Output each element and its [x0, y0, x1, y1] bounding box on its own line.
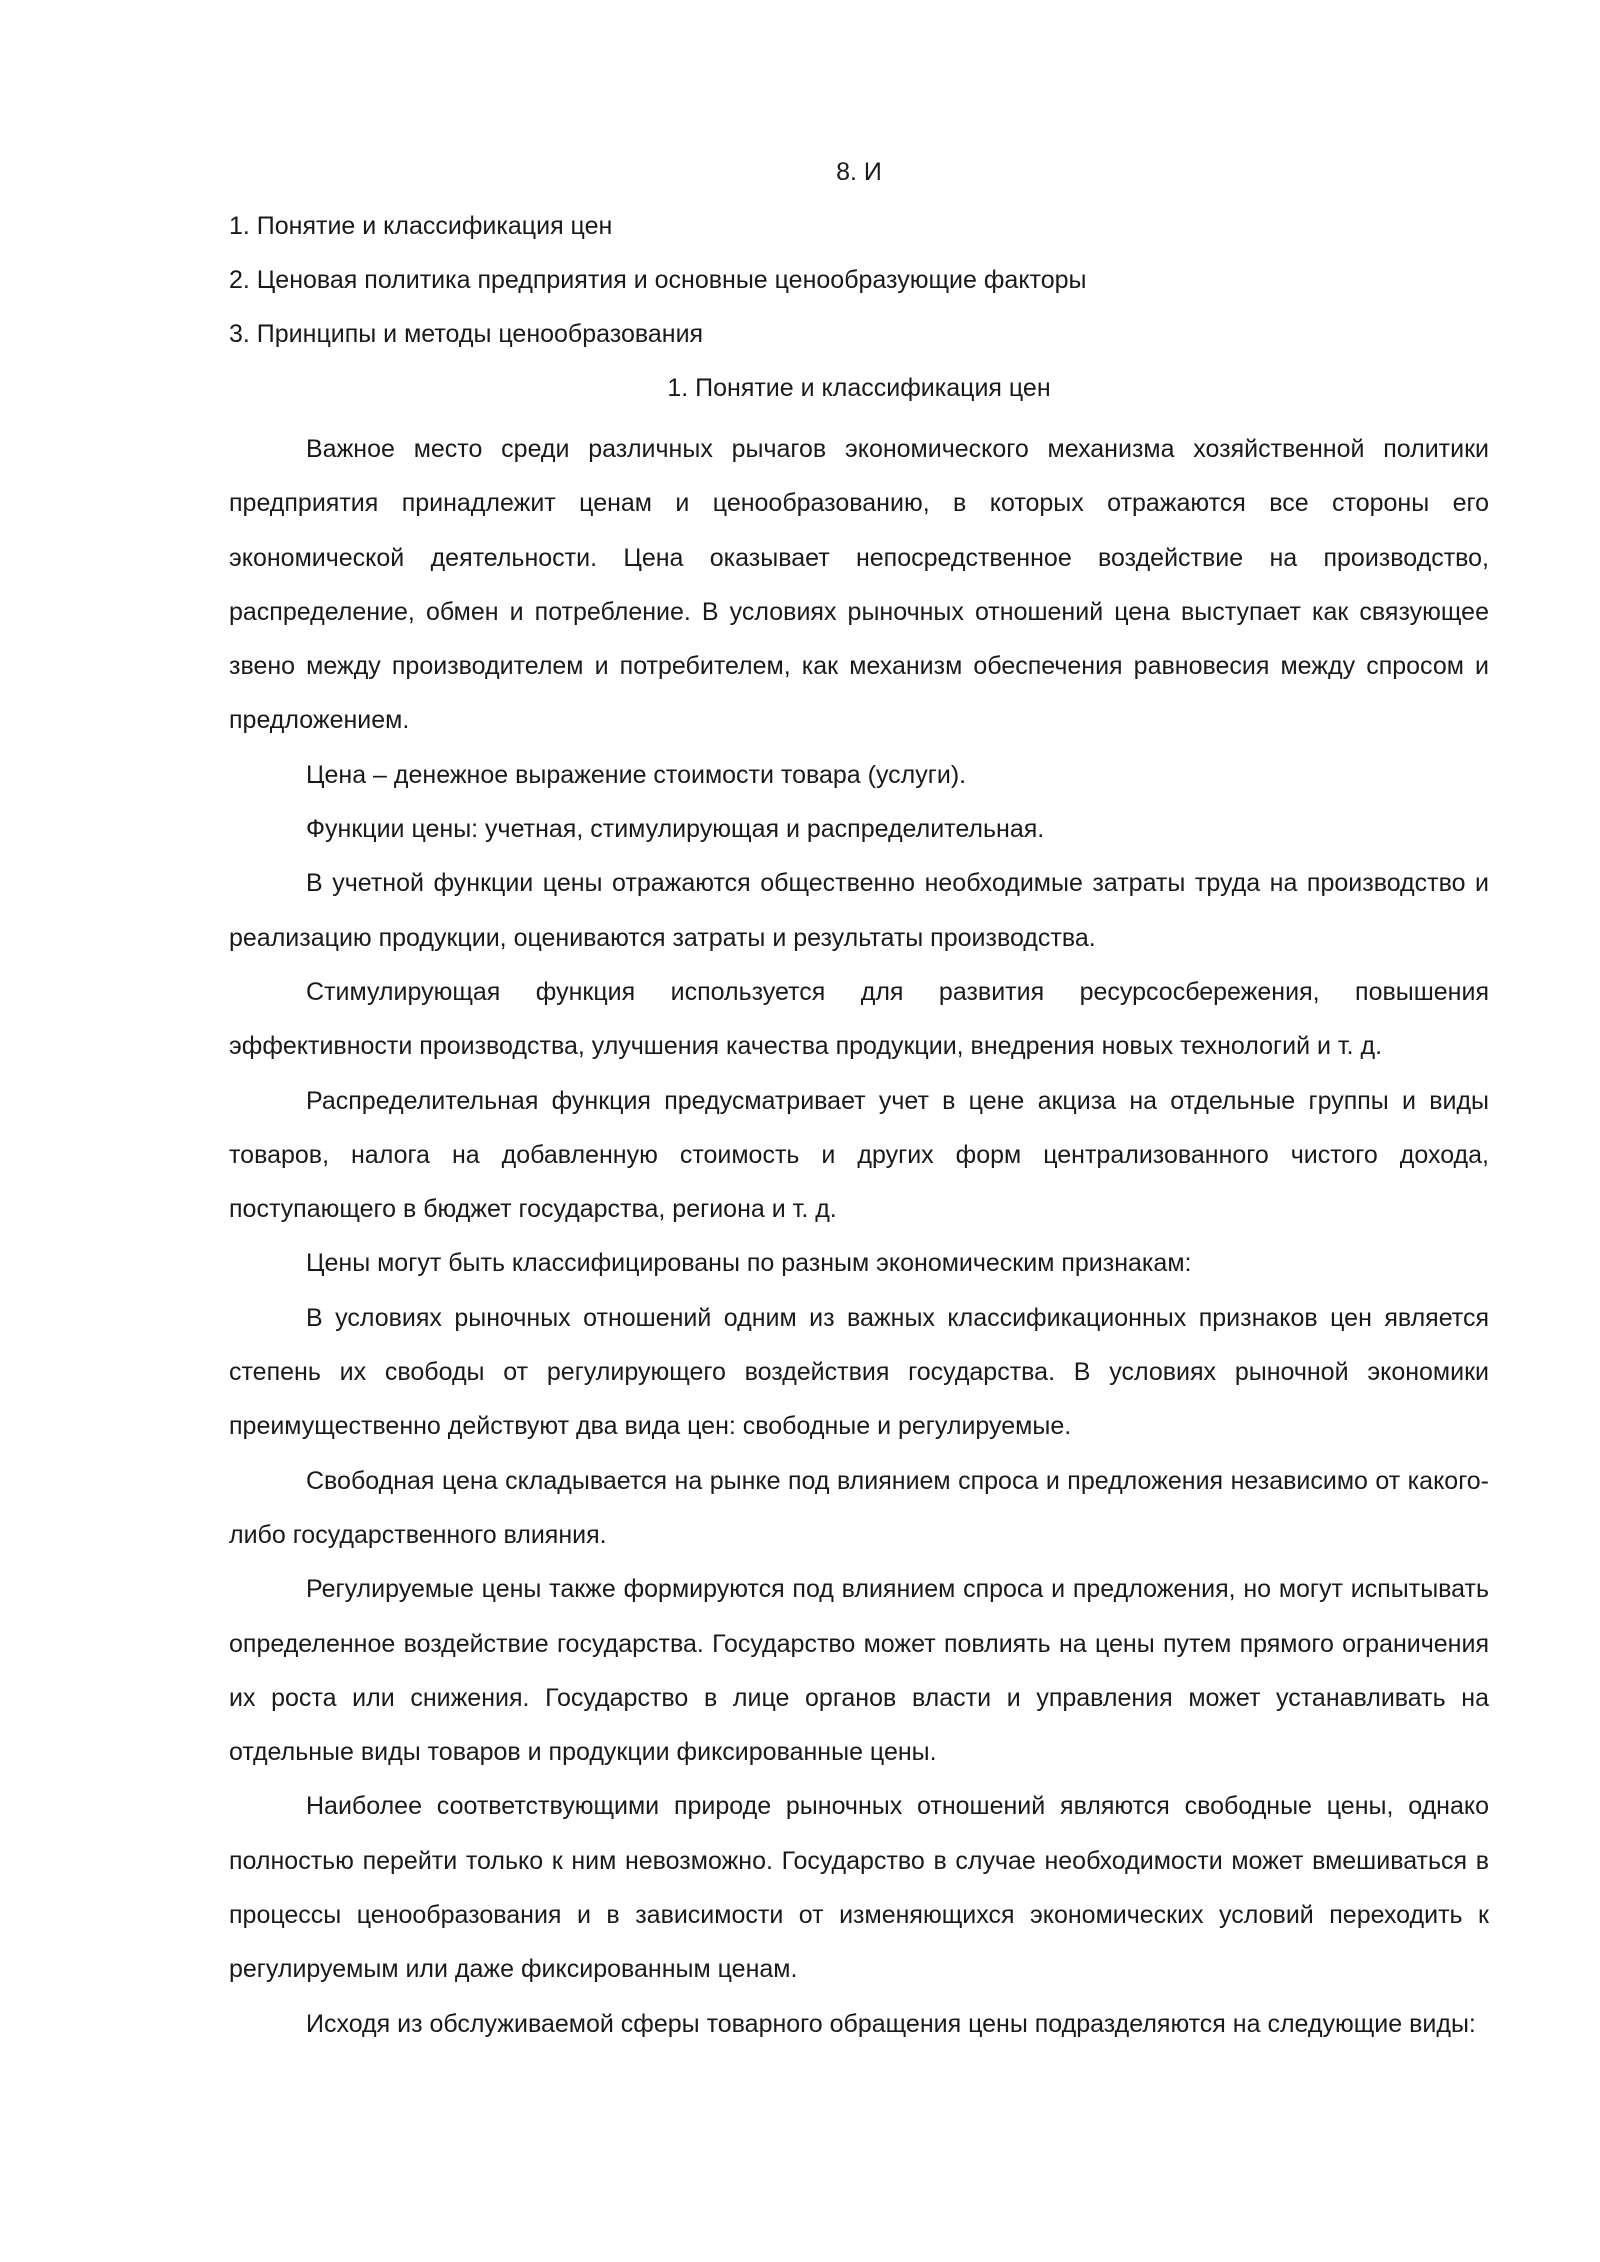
section-title: 1. Понятие и классификация цен	[667, 374, 1051, 402]
paragraph-price-role: Важное место среди различных рычагов экономического механизма хозяйственной политики предприятия принадлежит ценам и ценообразованию, в которых отражаются все стороны его экономической деятельности. Цена оказывает непосредственное воздействие на производство, распределение, обмен и потребление. В условиях рыночных отношений цена выступает как связующее звено между производителем и потребителем, как механизм обеспечения равновесия между спросом и предложением.	[229, 435, 1489, 735]
paragraph-price-functions: Функции цены: учетная, стимулирующая и распределительная.	[306, 815, 1045, 844]
paragraph-circulation-sphere: Исходя из обслуживаемой сферы товарного обращения цены подразделяются на следующие виды:	[306, 2009, 1476, 2038]
paragraph-classification-intro: Цены могут быть классифицированы по разным экономическим признакам:	[306, 1249, 1192, 1278]
toc-item-2: 2. Ценовая политика предприятия и основные ценообразующие факторы	[229, 266, 1087, 294]
paragraph-accounting-function: В учетной функции цены отражаются общественно необходимые затраты труда на производство и реализацию продукции, оцениваются затраты и результаты производства.	[229, 869, 1489, 952]
paragraph-free-price: Свободная цена складывается на рынке под влиянием спроса и предложения независимо от какого-либо государственного влияния.	[229, 1466, 1489, 1549]
paragraph-stimulating-function: Стимулирующая функция используется для развития ресурсосбережения, повышения эффективности производства, улучшения качества продукции, внедрения новых технологий и т. д.	[229, 977, 1489, 1061]
document-body	[229, 152, 1489, 2051]
toc-item-3: 3. Принципы и методы ценообразования	[229, 320, 704, 348]
toc-item-1: 1. Понятие и классификация цен	[229, 212, 613, 240]
paragraph-freedom-criterion: В условиях рыночных отношений одним из важных классификационных признаков цен является степень их свободы от регулирующего воздействия государства. В условиях рыночной экономики преимущественно действуют два вида цен: свободные и регулируемые.	[229, 1303, 1489, 1441]
document-heading: 8. И	[836, 158, 882, 186]
paragraph-price-definition: Цена – денежное выражение стоимости товара (услуги).	[306, 760, 967, 789]
paragraph-regulated-prices: Регулируемые цены также формируются под влиянием спроса и предложения, но могут испытывать определенное воздействие государства. Государство может повлиять на цены путем прямого ограничения их роста или снижения. Государство в лице органов власти и управления может устанавливать на отдельные виды товаров и продукции фиксированные цены.	[229, 1575, 1489, 1767]
paragraph-distributive-function: Распределительная функция предусматривает учет в цене акциза на отдельные группы и виды товаров, налога на добавленную стоимость и других форм централизованного чистого дохода, поступающего в бюджет государства, региона и т. д.	[229, 1086, 1489, 1224]
paragraph-market-prices: Наиболее соответствующими природе рыночных отношений являются свободные цены, однако полностью перейти только к ним невозможно. Государство в случае необходимости может вмешиваться в процессы ценообразования и в зависимости от изменяющихся экономических условий переходить к регулируемым или даже фиксированным ценам.	[229, 1792, 1489, 1984]
